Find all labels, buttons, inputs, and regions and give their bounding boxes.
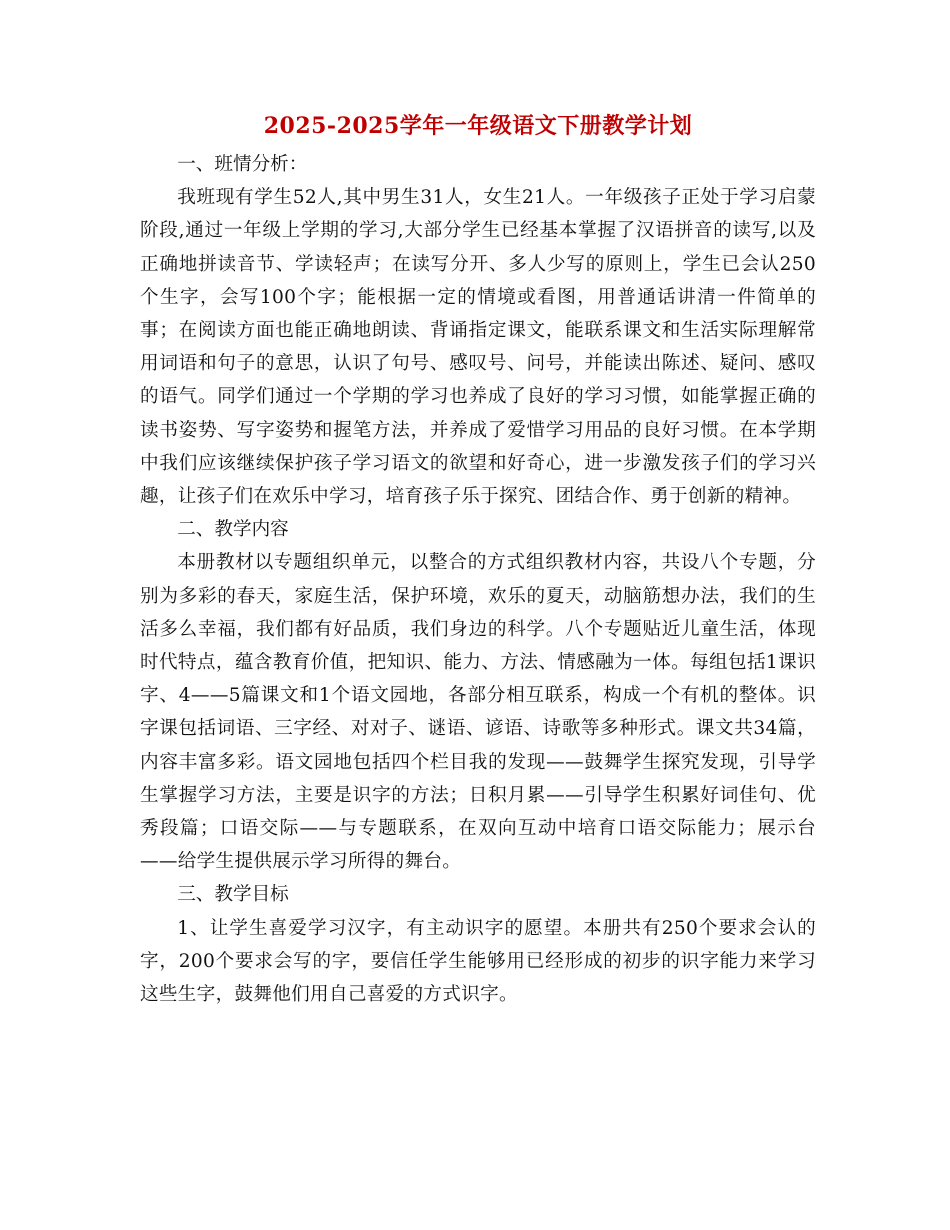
document-title: 2025-2025学年一年级语文下册教学计划 xyxy=(263,113,693,139)
section-class-analysis xyxy=(140,148,816,513)
section-paragraph: 我班现有学生52人,其中男生31人，女生21人。一年级孩子正处于学习启蒙阶段,通过一年级上学期的学习,大部分学生已经基本掌握了汉语拼音的读写,以及正确地拼读音节、学读轻声；在读写分开、多人少写的原则上，学生已会认250个生字，会写100个字；能根据一定的情境或看图，用普通话讲清一件简单的事；在阅读方面也能正确地朗读、背诵指定课文，能联系课文和生活实际理解常用词语和句子的意思，认识了句号、感叹号、问号，并能读出陈述、疑问、感叹的语气。同学们通过一个学期的学习也养成了良好的学习习惯，如能掌握正确的读书姿势、写字姿势和握笔方法，并养成了爱惜学习用品的良好习惯。在本学期中我们应该继续保护孩子学习语文的欲望和好奇心，进一步激发孩子们的学习兴趣，让孩子们在欢乐中学习，培育孩子乐于探究、团结合作、勇于创新的精神。 xyxy=(140,187,816,508)
section-heading: 三、教学目标 xyxy=(177,884,289,906)
section-paragraph: 1、让学生喜爱学习汉字，有主动识字的愿望。本册共有250个要求会认的字，200个要求会写的字，要信任学生能够用已经形成的初步的识字能力来学习这些生字，鼓舞他们用自己喜爱的方式识字。 xyxy=(140,917,816,1006)
section-heading: 二、教学内容 xyxy=(177,519,289,541)
section-heading: 一、班情分析： xyxy=(177,154,308,175)
section-teaching-goals xyxy=(140,878,816,1011)
section-paragraph: 本册教材以专题组织单元，以整合的方式组织教材内容，共设八个专题，分别为多彩的春天，家庭生活，保护环境，欢乐的夏天，动脑筋想办法，我们的生活多么幸福，我们都有好品质，我们身边的科学。八个专题贴近儿童生活，体现时代特点，蕴含教育价值，把知识、能力、方法、情感融为一体。每组包括1课识字、4——5篇课文和1个语文园地，各部分相互联系，构成一个有机的整体。识字课包括词语、三字经、对对子、谜语、谚语、诗歌等多种形式。课文共34篇，内容丰富多彩。语文园地包括四个栏目我的发现——鼓舞学生探究发现，引导学生掌握学习方法，主要是识字的方法；日积月累——引导学生积累好词佳句、优秀段篇；口语交际——与专题联系，在双向互动中培育口语交际能力；展示台——给学生提供展示学习所得的舞台。 xyxy=(140,552,816,873)
section-teaching-content xyxy=(140,513,816,878)
document-page xyxy=(140,108,816,1011)
